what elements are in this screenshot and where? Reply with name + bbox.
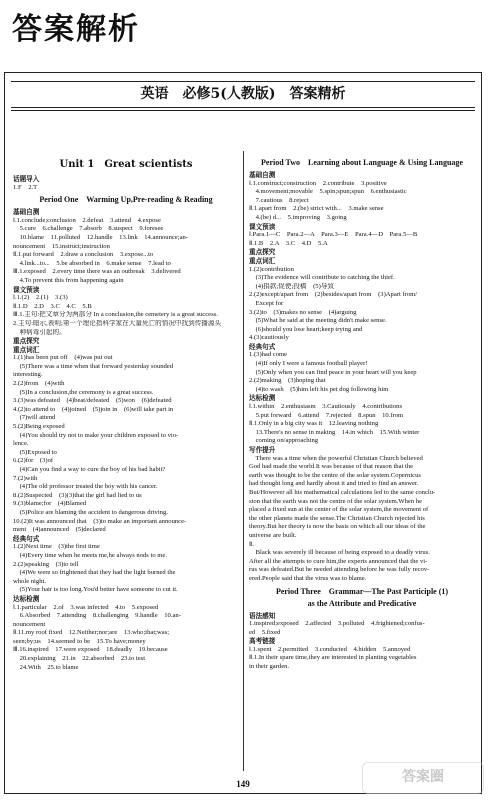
answer-line: ered.People said that the virus was to blame. [249, 574, 367, 582]
answer-line: 2.(2)speaking (3)to tell [13, 560, 79, 568]
answer-line: Ⅲ.1.主句:把文章分为两部分 In a conclusion,the cemetery is a great success. [13, 311, 218, 319]
watermark-text: 答案圈 [402, 769, 444, 785]
section-heading: 经典句式 [249, 342, 276, 351]
answer-line: (4)捐款;促使;投稿 (5)导致 [249, 282, 334, 290]
right-sentence-block [249, 351, 475, 394]
answer-line: 8.(2)Suspected (3)(3)that the girl had lied to us [13, 491, 142, 499]
watermark-logo [362, 762, 484, 794]
answer-line: 4.(3)cautiously [249, 334, 289, 342]
answer-line: Ⅰ.1.particular 2.of 3.was infected 4.to 5.exposed [13, 603, 159, 611]
right-writing-block [249, 455, 475, 584]
right-exam-block [249, 646, 475, 672]
answer-line: (5)Police are blaming the accident to dangerous driving. [13, 508, 168, 516]
answer-line: had thought long and hardly about it and tried to find an answer. [249, 480, 419, 488]
answer-line: 种病毒引起的。 [13, 328, 66, 336]
answer-line: 20.explaining 21.in 22.absorbed 23.to test [13, 655, 146, 663]
answer-line: ment (4)announced (5)declared [13, 526, 106, 534]
answer-line: 2.(2)making (3)hoping that [249, 377, 326, 385]
answer-line: Ⅱ.1.apart from 2.(be) strict with... 3.make sense [249, 205, 384, 213]
answer-line: (4)You should try not to make your children exposed to vio- [13, 431, 179, 439]
answer-line: seen;by;us 14.seemed to be 15.To have;money [13, 637, 146, 645]
answer-line: (4)to wash (5)him left his pet dog following him [249, 385, 389, 393]
answer-line: (5)In a conclusion,the ceremony is a great success. [13, 388, 154, 396]
answer-line: Black was severely ill because of being exposed to a deadly virus. [249, 549, 430, 557]
answer-line: 2.主句:暗示,表明;第一个理论指科学家在大量死亡的情况中找到传播源头 [13, 319, 222, 327]
section-heading: 达标检测 [13, 594, 40, 603]
period-three-heading: Period Three Grammar—The Past Participle (1) [275, 586, 449, 596]
section-heading: 重点探究 [249, 248, 276, 257]
answer-line: coming on/approaching [249, 437, 319, 445]
period-two-heading: Period Two Learning about Language & Using Language [261, 158, 463, 167]
answer-line: 2.(2)from (4)with [13, 380, 65, 388]
answer-line: 4.(2)to attend to (4)joined (5)join in (6)will take part in [13, 405, 174, 413]
section-heading: 课文预读 [249, 222, 276, 231]
answer-line: There was a time when the powerful Christian Church believed [249, 454, 423, 462]
answer-line: (6)should you lose heart;keep trying and [249, 325, 363, 333]
answer-line: 24.With 25.to blame [13, 663, 79, 671]
answer-line: 4.movement;movable 5.spin;spun;spun 6.enthusiastic [249, 188, 407, 196]
left-basic-block [13, 217, 239, 286]
answer-line: Ⅱ.1.Only in a big city was it 12.leaving nothing [249, 420, 379, 428]
left-column [13, 155, 239, 773]
answer-line: 7.(2)with [13, 474, 38, 482]
title-rule-bottom [11, 110, 475, 111]
banner-title: 答案解析 [12, 12, 140, 47]
answer-line: Ⅰ.1.construct;construction 2.contribute 3.positive [249, 179, 387, 187]
answer-line: 10.blame 11.polluted 12.handle 13.link 14.announce;an- [13, 233, 189, 241]
column-divider [243, 151, 244, 771]
answer-line: 4.(be) d... 5.improving 3.going [249, 213, 347, 221]
answer-line: 5.(2)Being exposed [13, 423, 65, 431]
right-practice-block [249, 403, 475, 446]
answer-line: nouncement [13, 620, 46, 628]
answer-line: placed a fixed sun at the center of the solar system,the movement of [249, 506, 429, 514]
answer-line: 9.(3)blame;for (4)Blamed [13, 500, 87, 508]
answer-line: (5)There was a time when that forward yesterday sounded [13, 362, 174, 370]
section-heading: 经典句式 [13, 534, 40, 543]
left-key-block [13, 354, 239, 534]
section-heading: 话题导入 [13, 175, 40, 183]
unit-title: Unit 1 Great scientists [59, 159, 193, 170]
answer-line: sion that the earth was not the centre of the solar system.When he [249, 497, 423, 505]
answer-line: (5)Only when you can find peace in your heart will you keep [249, 368, 417, 376]
section-heading: 重点词汇 [13, 345, 40, 354]
answer-line: Ⅰ.1.(2) 2.(1) 3.(3) [13, 294, 68, 302]
answer-sheet-frame [4, 72, 482, 794]
answer-line: (4)Can you find a way to cure the boy of his bad habit? [13, 466, 166, 473]
answer-line: (5)Exposed to [13, 448, 57, 456]
right-grammar-block [249, 620, 475, 637]
answer-line: 4.link...to... 5.be absorbed in 6.make sense 7.lead to [13, 259, 171, 267]
title-rule-top [11, 107, 475, 108]
answer-line: God had made the world.It was because of that reason that the [249, 463, 414, 471]
answer-line: whole night. [13, 577, 46, 585]
left-sentence-block [13, 543, 239, 595]
answer-line: 3.(3)was defeated (4)beat/defeated (5)won (6)defeated [13, 397, 172, 405]
answer-line: 4.To prevent this from happening again [13, 276, 124, 284]
answer-line: 1.inspired;exposed 2.affected 3.polluted 4.frightened;confus- [249, 620, 425, 628]
answer-line: Ⅱ.1.B 2.A 3.C 4.D 5.A [249, 239, 328, 247]
top-rule [11, 81, 475, 82]
answer-line: (5)Your hair is too long.You'd better have someone to cut it. [13, 586, 178, 594]
answer-line: universe are built. [249, 531, 297, 539]
period-three-subheading: as the Attribute and Predicative [307, 598, 417, 608]
document-title: 英语 必修5(人教版) 答案精析 [140, 86, 346, 102]
answer-line: 5.cure 6.challenge 7.absorb 8.suspect 9.foresee [13, 225, 164, 233]
answer-line: rus was defeated.But he needed attending before he was fully recov- [249, 566, 430, 574]
answer-line: Ⅱ.1.D 2.D 3.C 4.C 5.B [13, 302, 92, 310]
answer-line: (5)What he said at the meeting didn't make sense. [249, 317, 387, 325]
answer-line: (3)The evidence will contribute to catching the thief. [249, 274, 395, 282]
answer-line: lence. [13, 440, 29, 448]
section-heading: 重点探究 [13, 337, 40, 346]
answer-line: 1.(2)contribution [249, 265, 294, 273]
section-heading: 基础自测 [13, 208, 40, 217]
answer-line: theory.But her theory is now the basis on which all our ideas of the [249, 523, 426, 531]
answer-line: Ⅲ.16.inspired 17.were exposed 18.deadly 19.because [13, 646, 168, 654]
answer-line: the other planets made the sense.The Christian Church rejected his [249, 514, 425, 522]
left-preview-block [13, 294, 239, 337]
section-heading: 高考链接 [249, 637, 276, 646]
answer-line: earth was thought to be the centre of the solar system.Copernicus [249, 471, 421, 479]
answer-line: interesting. [13, 371, 43, 379]
right-preview-block [249, 231, 475, 248]
answer-line: Ⅱ.1.put forward 2.draw a conclusion 3.expose...to [13, 251, 154, 259]
answer-line: 3.(2)to (3)makes no sense (4)arguing [249, 308, 357, 316]
section-heading: 达标检测 [249, 394, 276, 403]
answer-line: Ⅰ.1.within 2.enthusiasm 3.Cautiously 4.contributions [249, 403, 403, 411]
answer-line: (4)We were so frightened that they had the light burned the [13, 569, 176, 577]
answer-line: (7)will attend [13, 414, 56, 422]
answer-line: (4)If only I were a famous football player! [249, 360, 368, 368]
answer-line: 6.Absorbed 7.attending 8.challenging 9.handle 10.an- [13, 612, 181, 620]
answer-line: Ⅰ.1.conclude;conclusion 2.defeat 3.attend 4.expose [13, 216, 161, 224]
answer-line: Ⅱ.11.my roof fixed 12.Neither;nor;are 13.who;that;was; [13, 629, 170, 637]
answer-line: nouncement 15.instruct;instruction [13, 242, 110, 250]
answer-line: 2.(2)except/apart from (2)besides/apart from (3)Apart from/ [249, 291, 418, 299]
period-one-heading: Period One Warming Up,Pre-reading & Reading [39, 195, 213, 205]
answer-line: 1.(2)Next time (3)the first time [13, 543, 100, 551]
answer-line: 13.There's no sense in making 14.in which 15.With winter [249, 428, 420, 436]
answer-line: 1.(3)had come [249, 351, 288, 359]
answer-line: Ⅲ.1.exposed 2.every time there was an outbreak 3.delivered [13, 268, 181, 276]
answer-line: 7.cautious 8.reject [249, 196, 309, 204]
answer-line: Ⅰ.1.spent 2.permitted 3.conducted 4.hidden 5.annoyed [249, 645, 411, 653]
answer-line: ed 5.fixed [249, 628, 281, 636]
answer-line: 10.(2)It was announced that (3)to make an important announce- [13, 517, 187, 525]
answer-line: 5.put forward 6.attend 7.rejected 8.spun 10.from [249, 411, 404, 419]
left-practice-block [13, 604, 239, 673]
section-heading: 写作提升 [249, 446, 276, 454]
page-number: 149 [236, 779, 250, 789]
section-heading: 重点词汇 [249, 256, 276, 265]
right-key-block [249, 266, 475, 343]
answer-line: in their garden. [249, 663, 290, 671]
answer-line: Except for [249, 299, 284, 307]
right-column [249, 155, 475, 773]
answer-line: Ⅰ.Para.1—C Para.2—A Para.3—E Para.4—D Para.5—B [249, 231, 418, 239]
right-basic-block [249, 180, 475, 223]
answer-line: (4)The old professor treated the boy with his cancer. [13, 483, 158, 491]
answer-line: 1.(1)has been put off (4)was put out [13, 354, 113, 362]
answer-line: Ⅱ.1.In their spare time,they are interested in planting vegetables [249, 654, 417, 662]
section-heading: 语法感知 [249, 611, 276, 620]
answer-line: But/However all his mathematical calculations led to the same conclu- [249, 488, 436, 496]
answer-line: 6.(2)for (3)of [13, 457, 54, 465]
section-heading: 课文预读 [13, 285, 40, 294]
section-heading: 基础自测 [249, 171, 276, 179]
answer-line: Ⅱ. [249, 540, 254, 548]
intro-answer: 1.F 2.T [13, 183, 38, 191]
answer-line: After all the attempts to cure him,the experts announced that the vi- [249, 557, 428, 565]
answer-line: (4)Every time when he meets me,he always nods to me. [13, 551, 167, 559]
